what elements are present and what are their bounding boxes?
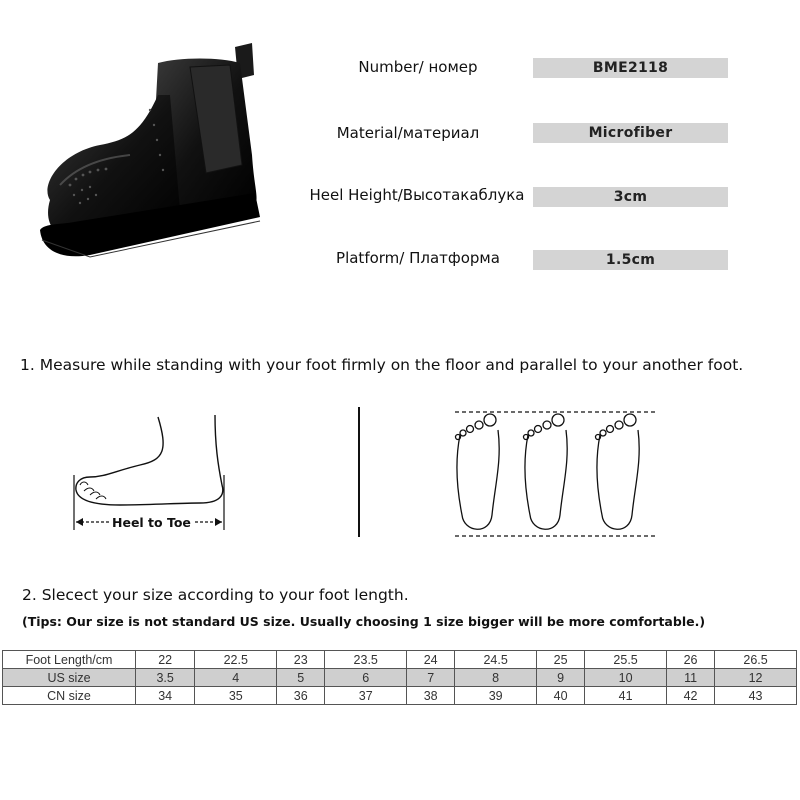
table-cell: 24.5: [455, 651, 537, 669]
step1-instruction: 1. Measure while standing with your foot firmly on the floor and parallel to your another foot.: [20, 356, 744, 374]
row-header: US size: [3, 669, 136, 687]
table-cell: 3.5: [136, 669, 195, 687]
table-cell: 36: [277, 687, 325, 705]
table-cell: 41: [585, 687, 667, 705]
size-tips: (Tips: Our size is not standard US size. Usually choosing 1 size bigger will be more comfortable.): [22, 614, 706, 629]
table-cell: 23.5: [325, 651, 407, 669]
table-row: [3, 651, 797, 669]
table-cell: 9: [537, 669, 585, 687]
spec-heel-height-label: Heel Height/Высотакаблука: [309, 186, 525, 204]
spec-heel-height-value: 3cm: [533, 187, 728, 207]
table-cell: 5: [277, 669, 325, 687]
heel-to-toe-label: Heel to Toe: [112, 515, 191, 530]
spec-number-value: BME2118: [533, 58, 728, 78]
table-cell: 7: [407, 669, 455, 687]
spec-platform-label: Platform/ Платформа: [336, 249, 500, 267]
table-cell: 25.5: [585, 651, 667, 669]
spec-platform-value: 1.5cm: [533, 250, 728, 270]
step2-instruction: 2. Slecect your size according to your foot length.: [22, 586, 409, 604]
spec-material-value: Microfiber: [533, 123, 728, 143]
table-cell: 37: [325, 687, 407, 705]
foot-side-diagram: [60, 405, 240, 545]
table-cell: 34: [136, 687, 195, 705]
table-cell: 22.5: [195, 651, 277, 669]
boot-illustration: [30, 35, 270, 290]
table-cell: 39: [455, 687, 537, 705]
table-cell: 11: [667, 669, 715, 687]
row-header: CN size: [3, 687, 136, 705]
table-cell: 40: [537, 687, 585, 705]
table-row: [3, 669, 797, 687]
table-cell: 12: [715, 669, 797, 687]
table-cell: 6: [325, 669, 407, 687]
table-row: [3, 687, 797, 705]
table-cell: 23: [277, 651, 325, 669]
product-image: [30, 35, 270, 290]
table-cell: 22: [136, 651, 195, 669]
feet-top-diagram: [450, 405, 660, 545]
table-cell: 10: [585, 669, 667, 687]
table-cell: 4: [195, 669, 277, 687]
spec-number-label: Number/ номер: [358, 58, 478, 76]
table-cell: 26.5: [715, 651, 797, 669]
diagram-divider: [358, 407, 360, 537]
table-cell: 35: [195, 687, 277, 705]
table-cell: 26: [667, 651, 715, 669]
spec-material-label: Material/материал: [336, 124, 480, 142]
table-cell: 8: [455, 669, 537, 687]
size-table: [2, 650, 797, 705]
table-cell: 24: [407, 651, 455, 669]
table-cell: 43: [715, 687, 797, 705]
table-cell: 42: [667, 687, 715, 705]
table-cell: 38: [407, 687, 455, 705]
row-header: Foot Length/cm: [3, 651, 136, 669]
table-cell: 25: [537, 651, 585, 669]
